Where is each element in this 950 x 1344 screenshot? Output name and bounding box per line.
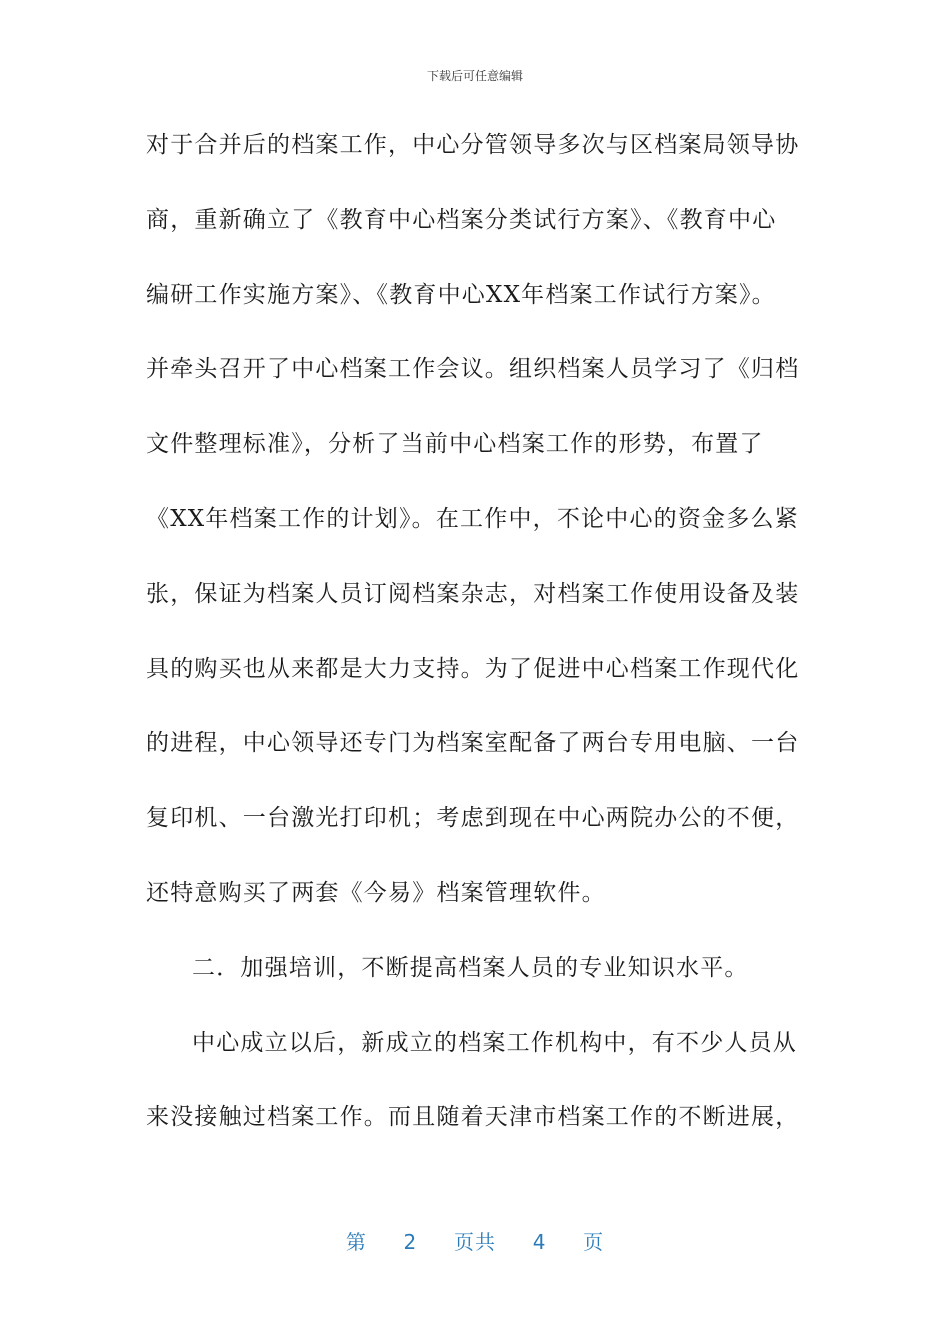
page-suffix: 页 (583, 1230, 605, 1254)
page-mid: 页共 (454, 1230, 496, 1254)
body-line: 并牵头召开了中心档案工作会议。组织档案人员学习了《归档 (146, 356, 800, 383)
body-line: 还特意购买了两套《今易》档案管理软件。 (146, 879, 606, 906)
page-number: 2 (403, 1230, 418, 1254)
body-line: 编研工作实施方案》、《教育中心XX年档案工作试行方案》。 (146, 281, 776, 308)
body-line: 具的购买也从来都是大力支持。为了促进中心档案工作现代化 (146, 655, 800, 682)
body-line: 对于合并后的档案工作，中心分管领导多次与区档案局领导协 (146, 132, 800, 158)
body-line: 的进程，中心领导还专门为档案室配备了两台专用电脑、一台 (146, 730, 800, 757)
body-line: 《XX年档案工作的计划》。在工作中，不论中心的资金多么紧 (146, 505, 799, 532)
section-heading: 二．加强培训，不断提高档案人员的专业知识水平。 (192, 954, 749, 981)
page-prefix: 第 (345, 1230, 367, 1254)
body-line: 来没接触过档案工作。而且随着天津市档案工作的不断进展， (146, 1104, 800, 1131)
document-body (146, 120, 800, 1167)
body-line: 文件整理标准》，分析了当前中心档案工作的形势，布置了 (146, 431, 764, 458)
body-line: 张，保证为档案人员订阅档案杂志，对档案工作使用设备及装 (146, 580, 800, 607)
page-header-note: 下载后可任意编辑 (426, 69, 523, 83)
body-line: 商，重新确立了《教育中心档案分类试行方案》、《教育中心 (146, 206, 777, 233)
body-line: 中心成立以后，新成立的档案工作机构中，有不少人员从 (192, 1029, 797, 1056)
body-line: 复印机、一台激光打印机；考虑到现在中心两院办公的不便， (146, 805, 800, 832)
page-footer (0, 1226, 950, 1255)
page-total: 4 (532, 1230, 547, 1254)
